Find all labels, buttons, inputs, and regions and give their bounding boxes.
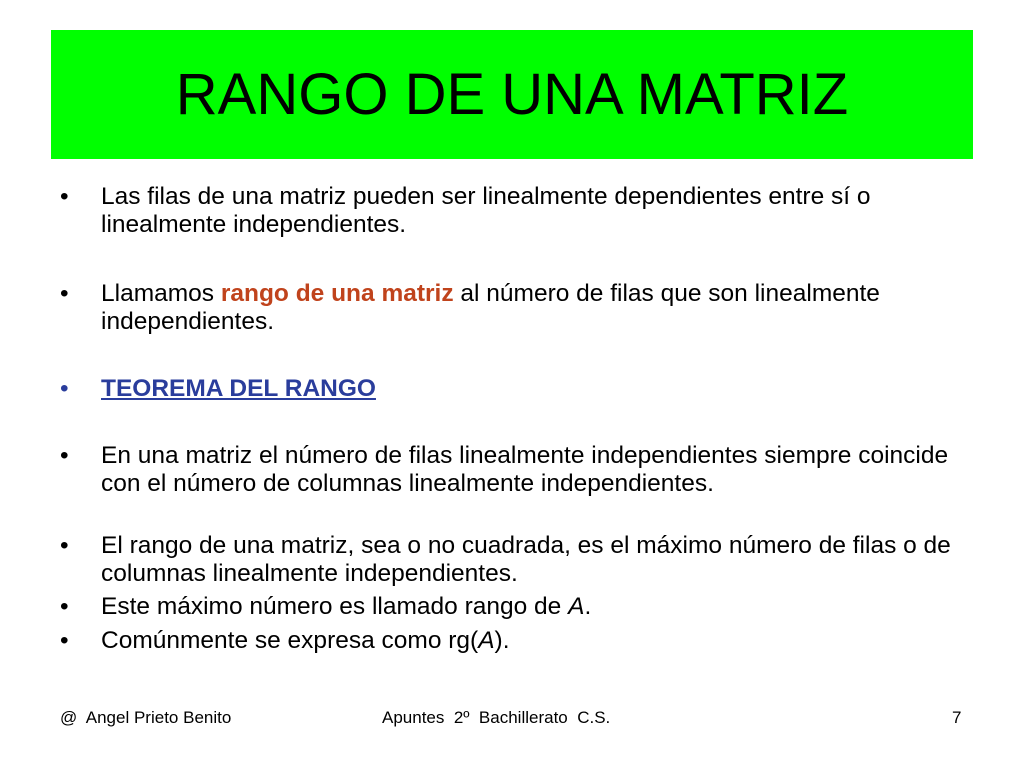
slide-title: RANGO DE UNA MATRIZ bbox=[175, 61, 849, 127]
bullet-item-6 bbox=[60, 593, 960, 621]
bullet-item-5 bbox=[60, 532, 960, 588]
matrix-variable: A bbox=[478, 627, 495, 654]
footer-course: Apuntes 2º Bachillerato C.S. bbox=[382, 708, 611, 727]
bullet-text-before: Llamamos bbox=[101, 280, 221, 307]
bullet-marker: • bbox=[60, 532, 69, 559]
matrix-variable: A bbox=[568, 593, 585, 620]
bullet-text: Las filas de una matriz pueden ser linealmente dependientes entre sí o linealmente independientes. bbox=[101, 183, 871, 238]
bullet-text-after: al número de filas que son linealmente independientes. bbox=[101, 280, 880, 335]
theorem-heading: TEOREMA DEL RANGO bbox=[101, 375, 376, 402]
bullet-text-before: Este máximo número es llamado rango de bbox=[101, 593, 569, 620]
bullet-marker: • bbox=[60, 593, 69, 620]
bullet-marker: • bbox=[60, 280, 69, 307]
footer-author: @ Angel Prieto Benito bbox=[60, 708, 232, 727]
bullet-text: En una matriz el número de filas linealmente independientes siempre coincide con el número de columnas linealmente independientes. bbox=[101, 442, 949, 497]
bullet-text bbox=[101, 593, 960, 621]
bullet-item-7 bbox=[60, 627, 960, 655]
bullet-item-3 bbox=[60, 375, 960, 403]
bullet-text-after: ). bbox=[494, 627, 510, 654]
highlighted-term: rango de una matriz bbox=[220, 280, 454, 307]
bullet-text-before: Comúnmente se expresa como rg( bbox=[101, 627, 479, 654]
bullet-marker: • bbox=[60, 627, 69, 654]
bullet-text: El rango de una matriz, sea o no cuadrada, es el máximo número de filas o de columnas linealmente independientes. bbox=[101, 532, 951, 587]
bullet-marker: • bbox=[60, 442, 69, 469]
bullet-marker: • bbox=[60, 375, 69, 402]
bullet-marker: • bbox=[60, 183, 69, 210]
bullet-text-after: . bbox=[584, 593, 592, 620]
bullet-item-1 bbox=[60, 183, 960, 239]
bullet-item-2 bbox=[60, 280, 960, 336]
bullet-item-4 bbox=[60, 442, 960, 498]
bullet-text bbox=[101, 627, 960, 655]
footer-page-number: 7 bbox=[952, 708, 962, 727]
bullet-text bbox=[101, 280, 960, 336]
title-banner bbox=[51, 30, 973, 159]
